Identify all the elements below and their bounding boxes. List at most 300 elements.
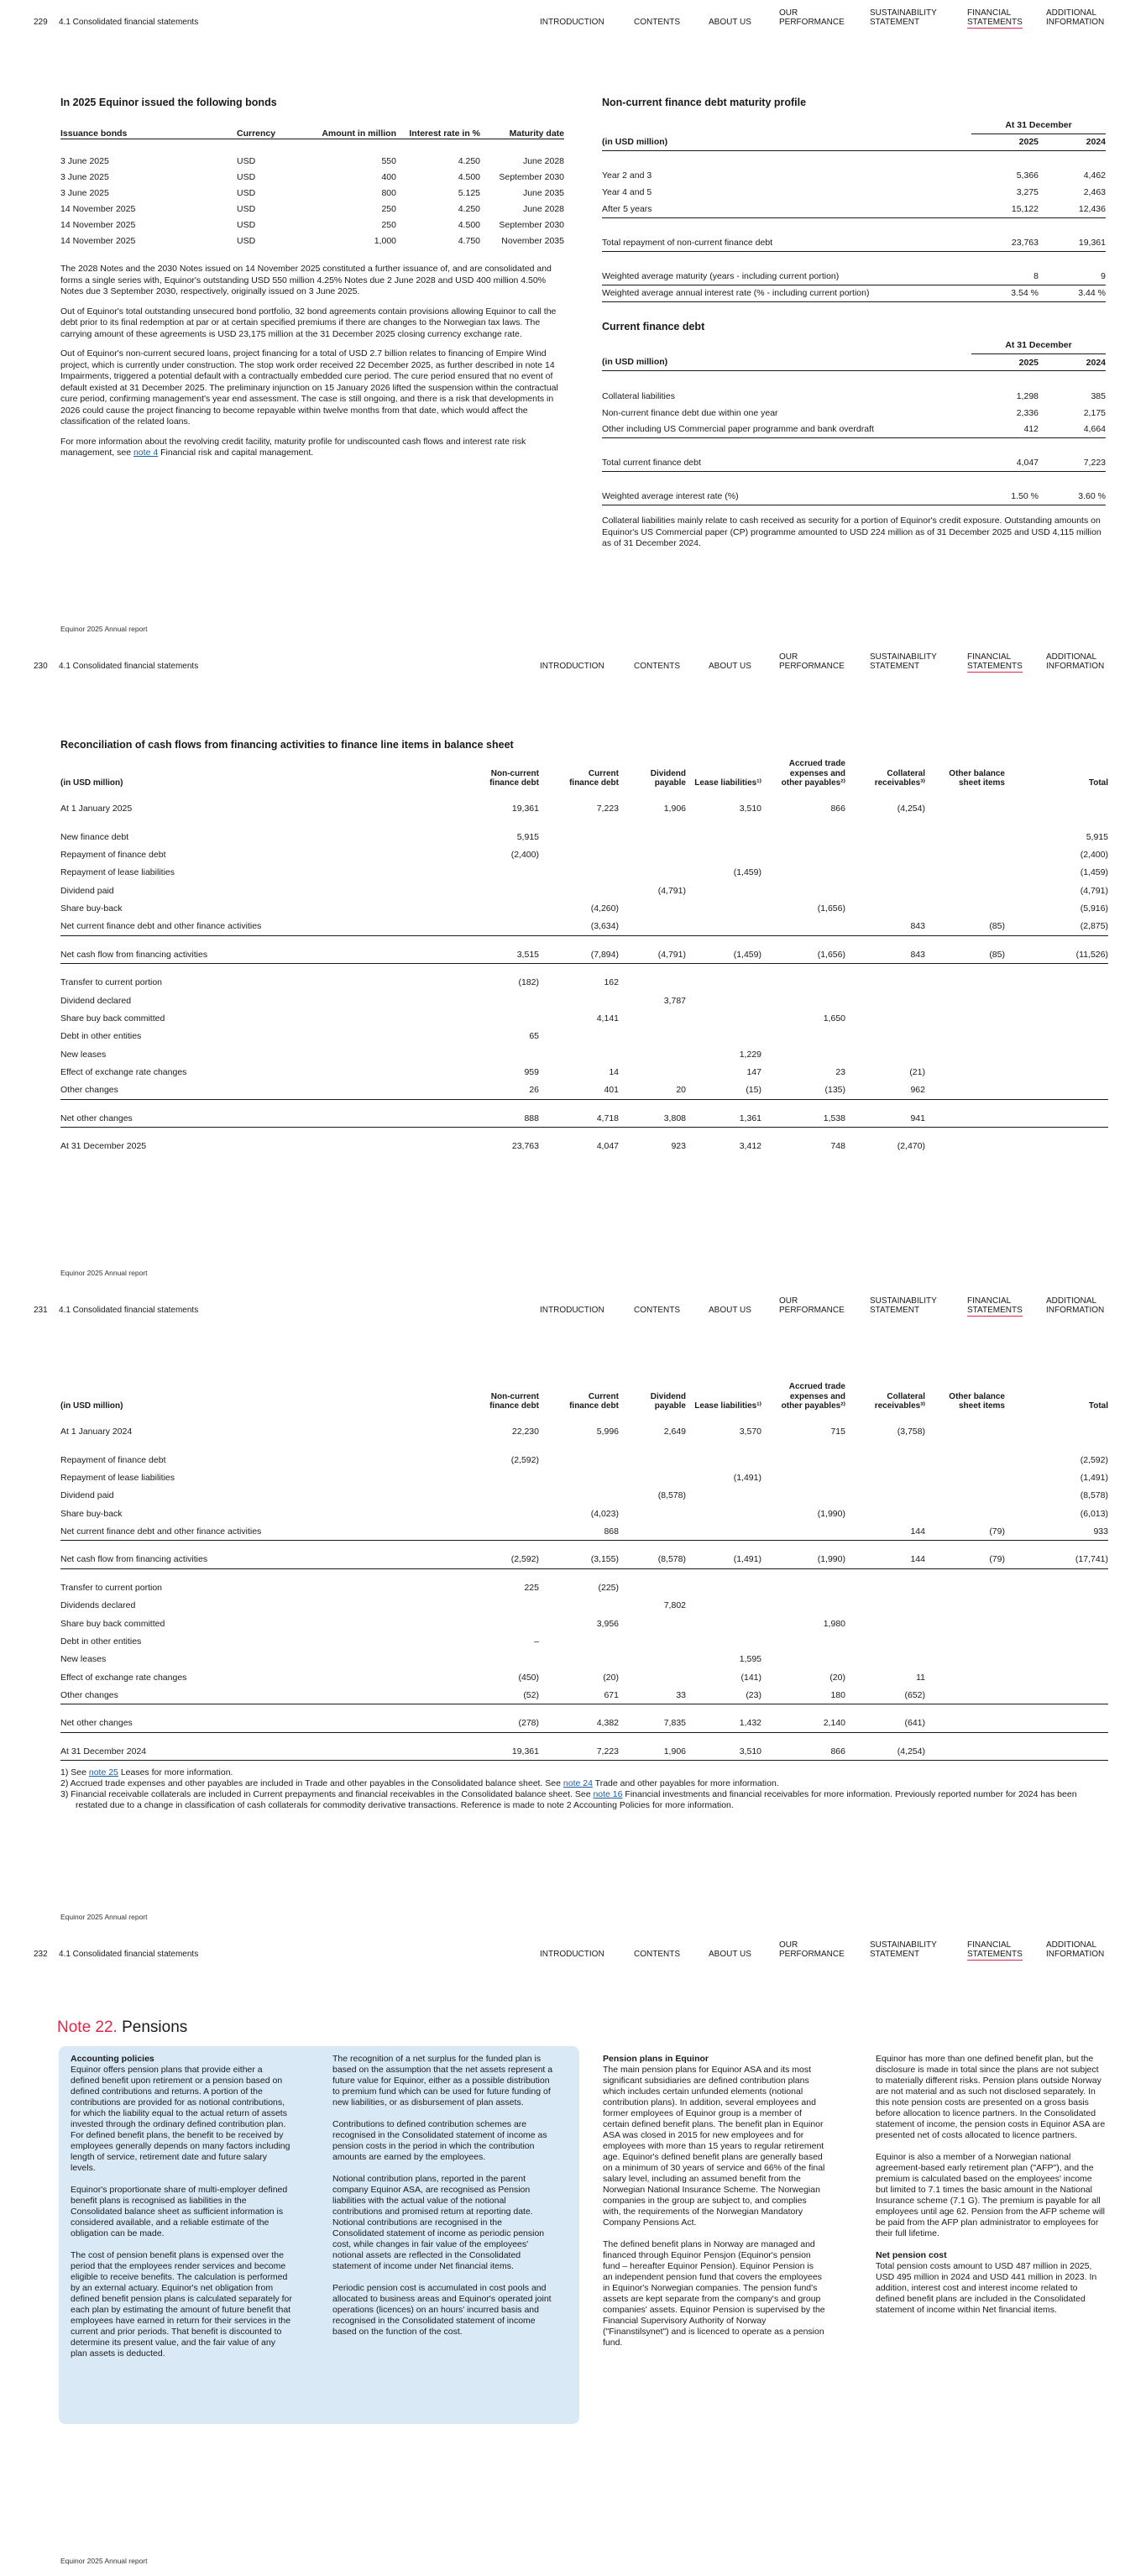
- cell: [455, 1522, 539, 1540]
- table-row: [602, 268, 1106, 285]
- cell: [925, 1045, 1005, 1063]
- spacer: [60, 1541, 1108, 1551]
- year-header: 2025: [971, 354, 1039, 371]
- cell: [761, 1522, 845, 1540]
- nav-introduction[interactable]: INTRODUCTION: [540, 1306, 604, 1315]
- row-label: Share buy-back: [60, 1508, 123, 1519]
- reconciliation-title: Reconciliation of cash flows from financing activities to finance line items in balance sheet: [60, 739, 514, 751]
- cell: 2,463: [1083, 187, 1106, 197]
- paragraph: Periodic pension cost is accumulated in cost pools and allocated to business areas and Equinor's operated joint operations (licences) on an hours' incurred basis and recognised in the Consolidated statement of income based on the function of the cost.: [332, 2283, 552, 2337]
- cell: [761, 1469, 845, 1486]
- table-row: [60, 1064, 1108, 1081]
- col-header: Dividend payable: [650, 1391, 686, 1411]
- cell: 1,650: [823, 1013, 845, 1024]
- cell: [925, 1715, 1005, 1732]
- nav-about-us[interactable]: ABOUT US: [709, 1306, 751, 1315]
- text: Financial investments and financial receivables for more information. Previously reported number for 2024 has been restated due to a change in classification of cash collaterals for commodity derivative transactions. Reference is made to note 2 Accounting Policies for more information.: [76, 1789, 1077, 1811]
- cell: 4,718: [539, 1109, 619, 1127]
- cell: 7,223: [539, 1742, 619, 1760]
- cell: (3,634): [539, 918, 619, 935]
- cell: 4,462: [1083, 170, 1106, 181]
- cell: [1005, 992, 1108, 1009]
- row-label: Total current finance debt: [602, 455, 971, 472]
- row-label: Transfer to current portion: [60, 1582, 162, 1593]
- cell: 1,432: [686, 1715, 761, 1732]
- col-header: (in USD million): [60, 778, 123, 788]
- cell: 20: [619, 1081, 686, 1099]
- cell: (4,791): [619, 945, 686, 963]
- cell: [619, 1064, 686, 1081]
- cell: [686, 974, 761, 992]
- cell: 933: [1005, 1522, 1108, 1540]
- footnote-3: [60, 1789, 1108, 1811]
- nav-contents[interactable]: CONTENTS: [634, 18, 680, 27]
- cell: 15,122: [971, 201, 1039, 217]
- cell: [925, 1687, 1005, 1704]
- nav-about-us[interactable]: ABOUT US: [709, 662, 751, 671]
- cell: [455, 1469, 539, 1486]
- text: Financial risk and capital management.: [158, 448, 314, 458]
- nav-financial-statements[interactable]: FINANCIAL STATEMENTS: [967, 652, 1023, 671]
- cell: 33: [619, 1687, 686, 1704]
- cell: (652): [845, 1687, 925, 1704]
- cell: (85): [925, 945, 1005, 963]
- nav-financial-statements[interactable]: FINANCIAL STATEMENTS: [967, 1296, 1023, 1315]
- cell: 923: [671, 1141, 686, 1152]
- maturity-table: [602, 117, 1106, 302]
- cell: [686, 992, 761, 1009]
- cell: USD: [237, 187, 256, 198]
- note-name: Pensions: [117, 2018, 188, 2036]
- paragraph: Equinor offers pension plans that provide either a defined benefit upon retirement or a pension based on defined contributions and returns. A portion of the contributions are provided for as notional contributions, for which the liability equal to the actual return of assets invested through the ordinary defined contribution plan. For defined benefit plans, the benefit to be received by employees generally depends on many factors including length of service, retirement date and future salary levels.: [71, 2065, 290, 2173]
- paragraph: The cost of pension benefit plans is expensed over the period that the employees render services and become eligible to receive benefits. The calculation is performed by an external actuary. Equinor's net obligation from defined benefit pension plans is calculated separately for each plan by estimating the amount of future benefit that employees have earned in return for their services in the current and prior periods. That benefit is discounted to determine its present value, and the fair value of any plan assets is deducted.: [71, 2250, 292, 2359]
- note-4-link[interactable]: note 4: [133, 448, 159, 458]
- table-row: [60, 899, 1108, 917]
- row-label: New leases: [60, 1654, 107, 1665]
- cell: [686, 1451, 761, 1469]
- net-pension-cost-title: Net pension cost: [876, 2250, 947, 2260]
- cell: [686, 1579, 761, 1596]
- pension-plans-title: Pension plans in Equinor: [603, 2054, 709, 2064]
- cell: [925, 1081, 1005, 1099]
- top-navigation: [0, 1932, 1146, 1982]
- cell: [845, 1597, 925, 1615]
- cell: (1,656): [761, 945, 845, 963]
- row-label: Weighted average maturity (years - including current portion): [602, 268, 971, 285]
- bonds-table: [60, 117, 564, 249]
- cell: 147: [746, 1067, 761, 1078]
- nav-contents[interactable]: CONTENTS: [634, 662, 680, 671]
- table-row: [602, 201, 1106, 217]
- cell: (4,254): [897, 804, 925, 814]
- cell: 14: [609, 1067, 619, 1078]
- cell: 800: [381, 187, 396, 198]
- row-label: Non-current finance debt due within one year: [602, 407, 778, 418]
- recon-body: [60, 790, 1108, 1156]
- nav-additional-information[interactable]: ADDITIONAL INFORMATION: [1046, 1940, 1105, 1959]
- section-title: 4.1 Consolidated financial statements: [59, 1306, 199, 1315]
- cell: [686, 1597, 761, 1615]
- cell: [925, 1597, 1005, 1615]
- cell: 868: [539, 1522, 619, 1540]
- cell: (225): [598, 1582, 619, 1593]
- cell: (2,875): [1005, 918, 1108, 935]
- cell: [925, 1469, 1005, 1486]
- cell: 1,980: [823, 1618, 845, 1629]
- table-row: [60, 201, 564, 217]
- cell: (79): [925, 1522, 1005, 1540]
- nav-financial-statements[interactable]: FINANCIAL STATEMENTS: [967, 8, 1023, 27]
- cell: (1,459): [686, 945, 761, 963]
- nav-sustainability-statement[interactable]: SUSTAINABILITY STATEMENT: [870, 8, 937, 27]
- spacer: [60, 790, 1108, 800]
- table-row: [60, 185, 564, 201]
- bonds-header-row: [60, 117, 564, 139]
- cell: 4.250: [458, 203, 480, 214]
- cell: [845, 1009, 925, 1027]
- row-label: Weighted average annual interest rate (% - including current portion): [602, 285, 971, 301]
- cell: [1005, 1028, 1108, 1045]
- cell: 4,047: [596, 1141, 619, 1152]
- cell: 3,570: [739, 1427, 761, 1437]
- cell: 12,436: [1039, 201, 1106, 217]
- row-label: Net current finance debt and other finance activities: [60, 918, 455, 935]
- cell: (7,894): [539, 945, 619, 963]
- table-row: [60, 1487, 1108, 1505]
- row-label: 14 November 2025: [60, 219, 136, 230]
- cell: [845, 1028, 925, 1045]
- cell: [761, 1451, 845, 1469]
- cell: 1,361: [686, 1109, 761, 1127]
- year-header: 2025: [971, 134, 1039, 150]
- col-header: Currency: [237, 117, 304, 139]
- row-label: Year 4 and 5: [602, 187, 652, 197]
- spacer: [60, 1568, 1108, 1579]
- cell: (1,990): [817, 1508, 845, 1519]
- nav-contents[interactable]: CONTENTS: [634, 1950, 680, 1959]
- table-row: [602, 184, 1106, 201]
- row-label: Dividend declared: [60, 995, 132, 1006]
- nav-additional-information[interactable]: ADDITIONAL INFORMATION: [1046, 652, 1105, 671]
- footnote-1: [60, 1767, 1108, 1778]
- cell: [761, 1597, 845, 1615]
- collateral-note: Collateral liabilities mainly relate to cash received as security for a portion of Equinor's credit exposure. Outstanding amounts on Equinor's US Commercial paper (CP) programme amounted to USD 224 million as of 31 December 2025 and USD 4,115 million as of 31 December 2024.: [602, 516, 1102, 548]
- table-row: [602, 167, 1106, 184]
- cell: [761, 974, 845, 992]
- row-label: Share buy back committed: [60, 1013, 165, 1024]
- table-row: [60, 139, 564, 169]
- cell: 162: [604, 977, 619, 988]
- cell: (15): [686, 1081, 761, 1099]
- cell: [455, 992, 539, 1009]
- nav-introduction[interactable]: INTRODUCTION: [540, 662, 604, 671]
- note-25-link[interactable]: note 25: [88, 1767, 118, 1778]
- nav-our-performance[interactable]: OUR PERFORMANCE: [779, 1296, 845, 1315]
- table-row: [602, 421, 1106, 438]
- table-row: [60, 800, 1108, 818]
- row-label: Net other changes: [60, 1109, 455, 1127]
- nav-about-us[interactable]: ABOUT US: [709, 18, 751, 27]
- cell: (4,023): [590, 1508, 619, 1519]
- col-header: Dividend payable: [650, 768, 686, 788]
- cell: 412: [971, 421, 1039, 438]
- cell: (8,578): [1080, 1490, 1108, 1501]
- cell: 1,595: [739, 1654, 761, 1665]
- cell: (2,400): [1080, 849, 1108, 860]
- nav-sustainability-statement[interactable]: SUSTAINABILITY STATEMENT: [870, 1296, 937, 1315]
- cell: [761, 1651, 845, 1668]
- table-row: [60, 1138, 1108, 1155]
- cell: [619, 1469, 686, 1486]
- cell: [925, 828, 1005, 846]
- cell: [539, 1597, 619, 1615]
- note-title: [57, 2018, 187, 2037]
- cell: [925, 1009, 1005, 1027]
- row-label: Dividends declared: [60, 1600, 136, 1611]
- cell: [1005, 1423, 1108, 1441]
- bonds-paragraph-1: The 2028 Notes and the 2030 Notes issued on 14 November 2025 constituted a further issuance of, and are consolidated and forms a single series with, Equinor's outstanding USD 550 million 4.25% Notes due 2 June 2028 and USD 400 million 4.50% Notes due 3 September 2030, respectively, originally issued on 3 June 2025.: [60, 264, 552, 296]
- note-24-link[interactable]: note 24: [563, 1778, 593, 1789]
- nav-additional-information[interactable]: ADDITIONAL INFORMATION: [1046, 8, 1105, 27]
- cell: 2,140: [761, 1715, 845, 1732]
- cell: 1.50 %: [971, 489, 1039, 505]
- row-label: Weighted average interest rate (%): [602, 489, 971, 505]
- cell: [686, 882, 761, 899]
- table-row: [60, 882, 1108, 899]
- cell: [455, 882, 539, 899]
- nav-introduction[interactable]: INTRODUCTION: [540, 1950, 604, 1959]
- cell: November 2035: [501, 235, 564, 246]
- cell: [455, 1045, 539, 1063]
- cell: [845, 899, 925, 917]
- col-header: Amount in million: [304, 117, 396, 139]
- table-row: [60, 974, 1108, 992]
- cell: –: [534, 1636, 539, 1647]
- col-header: Total: [1088, 778, 1108, 788]
- cell: 4.500: [458, 171, 480, 182]
- cell: [925, 1423, 1005, 1441]
- cell: [686, 828, 761, 846]
- cell: [925, 800, 1005, 818]
- row-label: Other including US Commercial paper programme and bank overdraft: [602, 421, 971, 438]
- row-label: 3 June 2025: [60, 187, 109, 198]
- cell: (4,260): [590, 903, 619, 914]
- col-header: (in USD million): [60, 1401, 123, 1411]
- cell: 144: [845, 1551, 925, 1568]
- cell: [1005, 1742, 1108, 1760]
- cell: [1005, 1138, 1108, 1155]
- cell: [845, 882, 925, 899]
- cell: [925, 1615, 1005, 1632]
- nav-sustainability-statement[interactable]: SUSTAINABILITY STATEMENT: [870, 1940, 937, 1959]
- cell: 19,361: [455, 1742, 539, 1760]
- cell: [1005, 1579, 1108, 1596]
- col-header: Other balance sheet items: [949, 768, 1005, 788]
- table-row: [60, 169, 564, 185]
- table-row: [60, 864, 1108, 882]
- row-label: At 1 January 2025: [60, 804, 133, 814]
- row-label: At 31 December 2025: [60, 1141, 147, 1152]
- table-row: [60, 1081, 1108, 1099]
- table-row: [602, 455, 1106, 472]
- cell: [761, 846, 845, 863]
- nav-our-performance[interactable]: OUR PERFORMANCE: [779, 652, 845, 671]
- row-label: Net cash flow from financing activities: [60, 1551, 455, 1568]
- cell: [845, 1487, 925, 1505]
- cell: 3.44 %: [1039, 285, 1106, 301]
- cell: 5,915: [1086, 831, 1108, 842]
- cell: [845, 992, 925, 1009]
- at-december-header: At 31 December: [971, 117, 1106, 134]
- cell: [619, 1632, 686, 1650]
- page-229: [0, 0, 1146, 644]
- cell: [1005, 1715, 1108, 1732]
- cell: [686, 1487, 761, 1505]
- row-label: Debt in other entities: [60, 1636, 142, 1647]
- spacer: [60, 1099, 1108, 1109]
- cell: [686, 899, 761, 917]
- cell: 550: [381, 156, 396, 167]
- cell: [686, 1009, 761, 1027]
- col-header: Maturity date: [480, 117, 564, 139]
- cell: 3,808: [619, 1109, 686, 1127]
- row-label: After 5 years: [602, 201, 971, 217]
- page-footer: Equinor 2025 Annual report: [60, 625, 148, 633]
- cell: [539, 846, 619, 863]
- cell: 5.125: [458, 187, 480, 198]
- cell: (20): [603, 1672, 619, 1683]
- bonds-paragraph-3: Out of Equinor's non-current secured loans, project financing for a total of USD 2.7 billion relates to financing of Empire Wind project, which is currently under construction. The stop work order received 22 December 2025, as further described in note 14 Impairments, triggered a potential default with a contractually embedded cure period. The cure period ensured that no event of default existed at 31 December 2025. The preliminary injunction on 15 January 2026 lifted the suspension within the contractual cure period, confirming management's year end assessment. The case is still ongoing, and there is a risk that developments in 2026 could cause the project financing to become repayable within twelve months from that date, which would affect the classification of the related loans.: [60, 348, 558, 427]
- cell: [455, 1487, 539, 1505]
- cell: (182): [518, 977, 539, 988]
- cell: 385: [1091, 390, 1106, 401]
- col-header: Accrued trade expenses and other payables²⁾: [781, 759, 845, 788]
- cell: 941: [845, 1109, 925, 1127]
- row-label: New finance debt: [60, 831, 129, 842]
- table-row: [60, 1109, 1108, 1127]
- table-row: [60, 1469, 1108, 1486]
- bonds-paragraph-2: Out of Equinor's total outstanding unsecured bond portfolio, 32 bond agreements contain provisions allowing Equinor to call the debt prior to its final redemption at par or at certain specified premiums if there are changes to the Norwegian tax laws. The carrying amount of these agreements is USD 23,175 million at the 31 December 2025 closing currency exchange rate.: [60, 306, 557, 339]
- cell: [925, 1451, 1005, 1469]
- cell: 11: [916, 1672, 925, 1683]
- bonds-title: In 2025 Equinor issued the following bonds: [60, 97, 277, 108]
- nav-contents[interactable]: CONTENTS: [634, 1306, 680, 1315]
- cell: 1,000: [374, 235, 396, 246]
- cell: [761, 1632, 845, 1650]
- cell: 225: [524, 1582, 539, 1593]
- cell: [619, 1615, 686, 1632]
- year-header: 2024: [1039, 134, 1106, 150]
- cell: [845, 1651, 925, 1668]
- nav-introduction[interactable]: INTRODUCTION: [540, 18, 604, 27]
- cell: [761, 1579, 845, 1596]
- cell: 7,223: [1039, 455, 1106, 472]
- cell: 19,361: [1039, 234, 1106, 251]
- row-label: Other changes: [60, 1687, 455, 1704]
- cell: [1005, 1064, 1108, 1081]
- cell: (4,791): [657, 885, 686, 896]
- reconciliation-table-2025: [60, 759, 1108, 1155]
- paragraph: Equinor is also a member of a Norwegian national agreement-based early retirement plan ("AFP"), and the premium is calculated based on the employees' income but limited to 7.1 times the basic amount in the National Insurance scheme (7.1 G). The premium is payable for all employees until age 62. Pension from the AFP scheme will be paid from the AFP plan administrator to employees for their full lifetime.: [876, 2152, 1105, 2238]
- table-row: [60, 1579, 1108, 1596]
- cell: [1005, 800, 1108, 818]
- row-label: Effect of exchange rate changes: [60, 1067, 187, 1078]
- cell: June 2028: [522, 156, 564, 167]
- col-header: Current finance debt: [569, 1391, 619, 1411]
- cell: (1,656): [817, 903, 845, 914]
- nav-sustainability-statement[interactable]: SUSTAINABILITY STATEMENT: [870, 652, 937, 671]
- cell: [1005, 1081, 1108, 1099]
- cell: 3,510: [686, 1742, 761, 1760]
- cell: (450): [518, 1672, 539, 1683]
- cell: 2,175: [1083, 407, 1106, 418]
- cell: [761, 882, 845, 899]
- nav-our-performance[interactable]: OUR PERFORMANCE: [779, 1940, 845, 1959]
- spacer: [60, 818, 1108, 828]
- cell: 3.60 %: [1039, 489, 1106, 505]
- cell: (278): [455, 1715, 539, 1732]
- table-row: [602, 405, 1106, 421]
- cell: (1,459): [733, 867, 761, 878]
- row-label: Net cash flow from financing activities: [60, 945, 455, 963]
- page-footer: Equinor 2025 Annual report: [60, 1269, 148, 1277]
- cell: 19,361: [511, 804, 539, 814]
- cell: [539, 1651, 619, 1668]
- table-row: [60, 1597, 1108, 1615]
- cell: [455, 899, 539, 917]
- nav-financial-statements[interactable]: FINANCIAL STATEMENTS: [967, 1940, 1023, 1959]
- cell: (141): [740, 1672, 761, 1683]
- nav-additional-information[interactable]: ADDITIONAL INFORMATION: [1046, 1296, 1105, 1315]
- cell: 4,141: [596, 1013, 619, 1024]
- cell: USD: [237, 219, 256, 230]
- cell: (8,578): [657, 1490, 686, 1501]
- current-debt-body: [602, 388, 1106, 438]
- row-label: 3 June 2025: [60, 156, 109, 167]
- nav-our-performance[interactable]: OUR PERFORMANCE: [779, 8, 845, 27]
- cell: [925, 1487, 1005, 1505]
- cell: [1005, 1045, 1108, 1063]
- cell: [761, 828, 845, 846]
- cell: (3,155): [539, 1551, 619, 1568]
- cell: [539, 1045, 619, 1063]
- section-title: 4.1 Consolidated financial statements: [59, 18, 199, 27]
- note-16-link[interactable]: note 16: [593, 1789, 623, 1800]
- cell: 866: [830, 804, 845, 814]
- cell: (2,592): [455, 1551, 539, 1568]
- nav-about-us[interactable]: ABOUT US: [709, 1950, 751, 1959]
- footnotes: [60, 1767, 1108, 1811]
- col-header: Total: [1088, 1401, 1108, 1411]
- current-debt-table: [602, 338, 1106, 506]
- cell: [619, 828, 686, 846]
- row-label: Share buy-back: [60, 903, 123, 914]
- cell: [539, 1028, 619, 1045]
- note-label: Note 22.: [57, 2018, 118, 2036]
- cell: 3,787: [663, 995, 686, 1006]
- cell: 4.500: [458, 219, 480, 230]
- accounting-policies-col-1: [71, 2054, 293, 2370]
- paragraph: The main pension plans for Equinor ASA and its most significant subsidiaries are defined contribution plans which includes certain unfunded elements (notional contribution plans). In addition, several employees and former employees of Equinor group is a member of certain defined benefit plans. The benefit plan in Equinor ASA was closed in 2015 for new employees and for employees with more than 15 years to regular retirement age. Equinor's defined benefit plans are generally based on a minimum of 30 years of service and 66% of the final salary level, including an assumed benefit from the Norwegian National Insurance Scheme. The Norwegian companies in the group are subject to, and complies with, the requirements of the Norwegian Mandatory Company Pensions Act.: [603, 2065, 825, 2228]
- cell: 7,223: [596, 804, 619, 814]
- cell: 9: [1039, 268, 1106, 285]
- row-label: Year 2 and 3: [602, 170, 652, 181]
- paragraph: Equinor's proportionate share of multi-employer defined benefit plans is recognised as liabilities in the Consolidated balance sheet as sufficient information is considered available, and a reliable estimate of the obligation can be made.: [71, 2185, 288, 2238]
- cell: [1005, 1615, 1108, 1632]
- page-footer: Equinor 2025 Annual report: [60, 2557, 148, 2565]
- spacer: [60, 1413, 1108, 1423]
- cell: [619, 864, 686, 882]
